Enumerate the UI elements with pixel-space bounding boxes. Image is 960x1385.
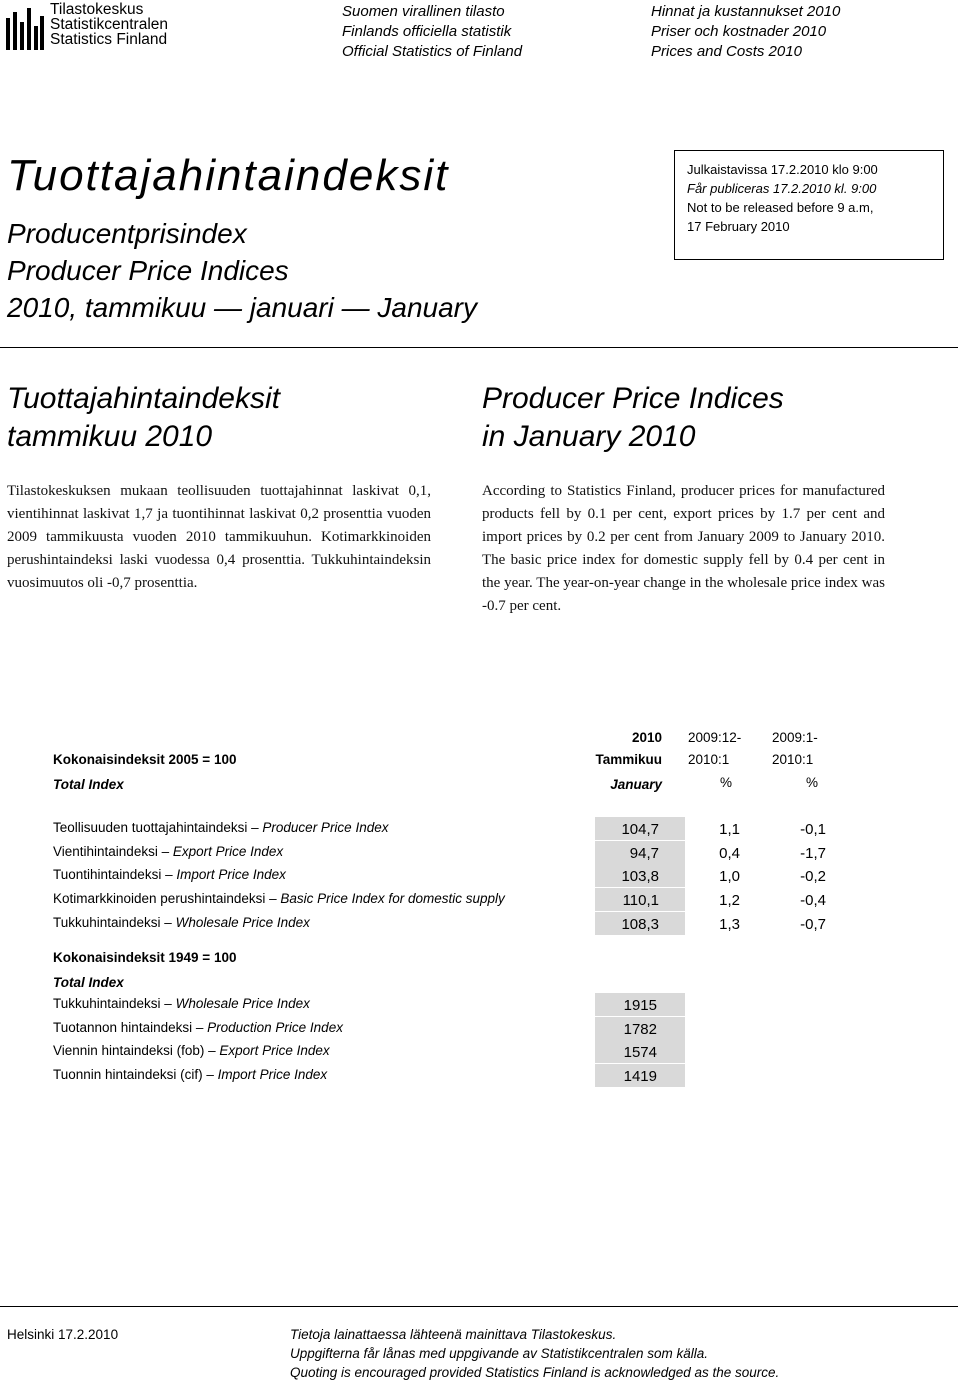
finnish-heading-1: Tuottajahintaindeksit [7,382,280,415]
row-label [53,819,388,837]
col1-month-en: January [610,777,662,792]
row-label-en: Basic Price Index for domestic supply [280,891,505,906]
value: 1419 [623,1068,657,1085]
row-label [53,995,310,1013]
row-label-fi: Tuontihintaindeksi – [53,867,177,882]
row-label [53,843,283,861]
value: 104,7 [621,821,659,838]
english-paragraph: According to Statistics Finland, producer prices for manufactured products fell by 0.1 per cent, export prices by 1.7 per cent and import prices by 0.2 per cent from January 2009 to January 2010. The basic price index for domestic supply fell by 0.4 per cent in the year. The year-on-year change in the wholesale price index was -0.7 per cent. [482,483,885,614]
row-label-en: Production Price Index [207,1020,343,1035]
row-label-en: Import Price Index [217,1067,328,1082]
monthly-change: 0,4 [719,845,740,862]
table-row [0,817,960,840]
topic-fi: Hinnat ja kustannukset 2010 [651,3,841,20]
english-heading-2: in January 2010 [482,420,696,453]
col3-period-start: 2009:1- [772,730,818,745]
monthly-change: 1,3 [719,916,740,933]
row-label [53,1019,343,1037]
col1-year: 2010 [631,730,662,745]
release-date-en: 17 February 2010 [687,219,790,234]
row-label-fi: Tukkuhintaindeksi – [53,915,176,930]
row-label [53,1066,327,1084]
statistics-finland-logo [6,2,186,50]
topic-sv: Priser och kostnader 2010 [651,23,827,40]
value: 110,1 [622,892,659,909]
yearly-change: -0,1 [800,821,826,838]
subtitle-en: Producer Price Indices [7,255,289,286]
row-label-fi: Vientihintaindeksi – [53,844,173,859]
table-row [0,993,960,1016]
release-sv: Får publiceras 17.2.2010 kl. 9:00 [687,181,877,196]
yearly-change: -1,7 [800,845,826,862]
divider-top [0,347,958,348]
row-label [53,890,505,908]
monthly-change: 1,0 [719,868,740,885]
yearly-change: -0,7 [800,916,826,933]
row-label-en: Wholesale Price Index [175,996,310,1011]
row-label-fi: Teollisuuden tuottajahintaindeksi – [53,820,263,835]
row-label-fi: Kotimarkkinoiden perushintaindeksi – [53,891,281,906]
value: 103,8 [621,868,659,885]
release-en: Not to be released before 9 a.m, [687,200,874,215]
section2-subtitle: Total Index [53,975,124,990]
value: 1915 [623,997,657,1014]
release-fi: Julkaistavissa 17.2.2010 klo 9:00 [687,162,878,177]
main-title: Tuottajahintaindeksit [7,151,450,200]
divider-bottom [0,1306,958,1307]
topic-header [651,2,840,62]
finnish-body [7,480,431,595]
col2-period-end: 2010:1 [688,752,730,767]
col3-unit: % [806,775,819,790]
table-row [0,912,960,935]
footer-note-fi: Tietoja lainattaessa lähteenä mainittava Tilastokeskus. [290,1327,617,1342]
row-label-en: Export Price Index [219,1043,330,1058]
logo-line-en: Statistics Finland [50,31,168,48]
series-fi: Suomen virallinen tilasto [342,3,505,20]
row-label [53,914,310,932]
series-sv: Finlands officiella statistik [342,23,512,40]
footer-note-sv: Uppgifterna får lånas med uppgivande av Statistikcentralen som källa. [290,1346,708,1361]
row-label-fi: Tuonnin hintaindeksi (cif) – [53,1067,218,1082]
row-label-fi: Viennin hintaindeksi (fob) – [53,1043,220,1058]
row-label-en: Producer Price Index [262,820,389,835]
english-heading-1: Producer Price Indices [482,382,784,415]
subtitle-period: 2010, tammikuu — januari — January [7,292,477,323]
table-row [0,1040,960,1063]
row-label-en: Wholesale Price Index [175,915,310,930]
finnish-paragraph: Tilastokeskuksen mukaan teollisuuden tuottajahinnat laskivat 0,1, vientihinnat laskivat 1,7 ja tuontihinnat laskivat 0,2 prosenttia vuoden 2009 tammikuusta vuoden 2010 tammikuuhun. Kotimarkkinoiden perushintaindeksi laski vuodessa 0,4 prosenttia. Tukkuhintaindeksin vuosimuutos oli -0,7 prosenttia. [7,483,431,591]
row-label [53,1042,330,1060]
english-body [482,480,885,618]
footer-notes [290,1325,779,1382]
value: 1782 [623,1021,657,1038]
monthly-change: 1,1 [719,821,740,838]
yearly-change: -0,2 [800,868,826,885]
logo-line-sv: Statistikcentralen [50,16,169,33]
logo-bars-icon [6,8,44,50]
table-row [0,864,960,887]
logo-line-fi: Tilastokeskus [50,1,144,18]
table-row [0,888,960,911]
section1-title: Kokonaisindeksit 2005 = 100 [53,752,237,767]
value: 1574 [623,1044,657,1061]
row-label-fi: Tukkuhintaindeksi – [53,996,176,1011]
row-label-fi: Tuotannon hintaindeksi – [53,1020,208,1035]
release-box [674,150,944,260]
monthly-change: 1,2 [719,892,740,909]
col2-period-start: 2009:12- [688,730,742,745]
table-row [0,1017,960,1040]
footer-note-en: Quoting is encouraged provided Statistics Finland is acknowledged as the source. [290,1365,780,1380]
official-statistics-header [342,2,522,62]
row-label-en: Import Price Index [176,867,286,882]
table-row [0,841,960,864]
yearly-change: -0,4 [800,892,826,909]
section2-title: Kokonaisindeksit 1949 = 100 [53,950,237,965]
value: 108,3 [621,916,659,933]
section1-subtitle: Total Index [53,777,124,792]
topic-en: Prices and Costs 2010 [651,43,802,60]
subtitle-sv: Producentprisindex [7,218,247,249]
table-row [0,1064,960,1087]
series-en: Official Statistics of Finland [342,43,523,60]
row-label [53,866,286,884]
footer-place-date: Helsinki 17.2.2010 [7,1327,119,1342]
row-label-en: Export Price Index [172,844,284,859]
value: 94,7 [629,845,659,862]
col1-month-fi: Tammikuu [595,752,662,767]
col2-unit: % [720,775,733,790]
col3-period-end: 2010:1 [772,752,814,767]
finnish-heading-2: tammikuu 2010 [7,420,213,453]
logo-text [50,2,168,47]
